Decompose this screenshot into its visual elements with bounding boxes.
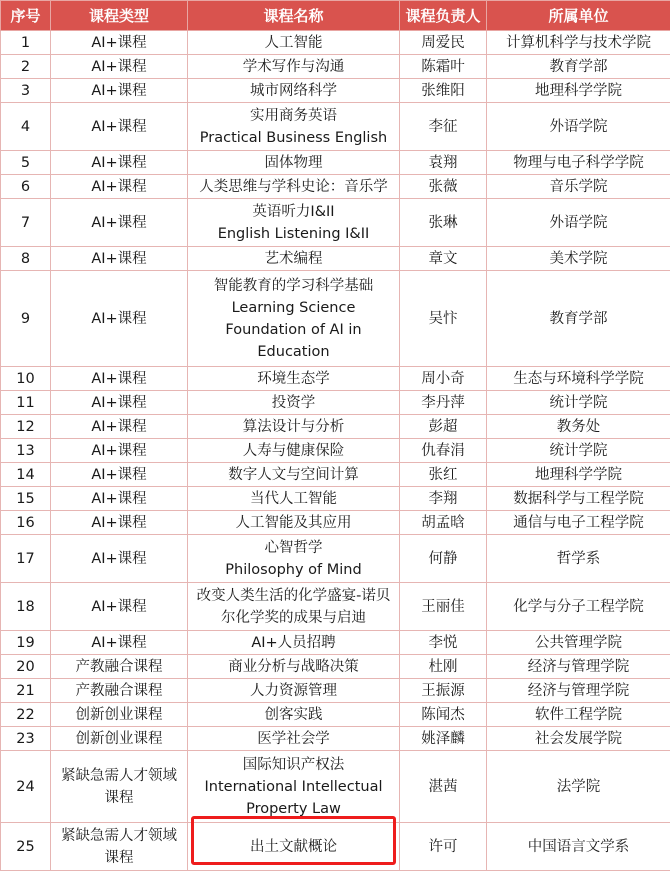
cell-name	[188, 79, 400, 103]
cell-type-line: AI+课程	[53, 308, 185, 330]
cell-name-line: 医学社会学	[190, 728, 397, 750]
cell-name	[188, 823, 400, 871]
cell-type	[51, 535, 188, 583]
cell-name	[188, 175, 400, 199]
cell-type	[51, 55, 188, 79]
table-row	[1, 463, 670, 487]
table-row	[1, 55, 670, 79]
cell-unit: 外语学院	[487, 103, 670, 151]
cell-type-line: AI+课程	[53, 56, 185, 78]
cell-name-line: 国际知识产权法	[190, 754, 397, 776]
cell-name	[188, 151, 400, 175]
table-row	[1, 175, 670, 199]
cell-unit: 外语学院	[487, 199, 670, 247]
cell-type-line: AI+课程	[53, 464, 185, 486]
cell-lead: 李征	[400, 103, 487, 151]
cell-type-line: AI+课程	[53, 80, 185, 102]
cell-name	[188, 727, 400, 751]
table-row	[1, 79, 670, 103]
cell-no: 10	[1, 367, 51, 391]
cell-unit: 经济与管理学院	[487, 679, 670, 703]
cell-type	[51, 703, 188, 727]
cell-type	[51, 31, 188, 55]
cell-lead: 王丽佳	[400, 583, 487, 631]
cell-name-line: 环境生态学	[190, 368, 397, 390]
table-row	[1, 247, 670, 271]
cell-no: 22	[1, 703, 51, 727]
cell-type-line: AI+课程	[53, 32, 185, 54]
cell-name-line: 算法设计与分析	[190, 416, 397, 438]
cell-no: 8	[1, 247, 51, 271]
cell-lead: 周爱民	[400, 31, 487, 55]
cell-type-line: AI+课程	[53, 440, 185, 462]
header-no: 序号	[1, 1, 51, 31]
cell-name	[188, 55, 400, 79]
cell-name-line: 心智哲学	[190, 537, 397, 559]
cell-name-line: Learning Science	[190, 297, 397, 319]
cell-name-line: Education	[190, 341, 397, 363]
cell-unit: 教务处	[487, 415, 670, 439]
cell-type-line: AI+课程	[53, 392, 185, 414]
cell-no: 2	[1, 55, 51, 79]
table-row	[1, 31, 670, 55]
cell-type-line: AI+课程	[53, 416, 185, 438]
cell-name-line: 实用商务英语	[190, 105, 397, 127]
cell-type-line: AI+课程	[53, 152, 185, 174]
cell-type-line: AI+课程	[53, 512, 185, 534]
cell-type-line: AI+课程	[53, 488, 185, 510]
table-body	[1, 31, 670, 871]
cell-no: 7	[1, 199, 51, 247]
cell-type	[51, 487, 188, 511]
cell-name-line: AI+人员招聘	[190, 632, 397, 654]
cell-unit: 音乐学院	[487, 175, 670, 199]
cell-name-line: 人工智能及其应用	[190, 512, 397, 534]
cell-no: 15	[1, 487, 51, 511]
table-row	[1, 583, 670, 631]
cell-lead: 张维阳	[400, 79, 487, 103]
cell-lead: 何静	[400, 535, 487, 583]
cell-name-line: 艺术编程	[190, 248, 397, 270]
table-row	[1, 727, 670, 751]
table-row	[1, 415, 670, 439]
cell-unit: 物理与电子科学学院	[487, 151, 670, 175]
cell-lead: 陈闻杰	[400, 703, 487, 727]
cell-lead: 陈霜叶	[400, 55, 487, 79]
cell-lead: 周小奇	[400, 367, 487, 391]
cell-name	[188, 655, 400, 679]
cell-name-line: 出土文献概论	[190, 836, 397, 858]
cell-name	[188, 367, 400, 391]
cell-name-line: 城市网络科学	[190, 80, 397, 102]
cell-name-line: 当代人工智能	[190, 488, 397, 510]
header-lead: 课程负责人	[400, 1, 487, 31]
cell-lead: 许可	[400, 823, 487, 871]
table-row	[1, 487, 670, 511]
cell-lead: 袁翔	[400, 151, 487, 175]
cell-type	[51, 415, 188, 439]
cell-unit: 通信与电子工程学院	[487, 511, 670, 535]
cell-unit: 生态与环境科学学院	[487, 367, 670, 391]
cell-no: 14	[1, 463, 51, 487]
cell-type	[51, 655, 188, 679]
cell-name	[188, 103, 400, 151]
cell-unit: 社会发展学院	[487, 727, 670, 751]
cell-lead: 仇春涓	[400, 439, 487, 463]
cell-unit: 地理科学学院	[487, 79, 670, 103]
cell-name-line: 人类思维与学科史论：音乐学	[190, 176, 397, 198]
cell-unit: 公共管理学院	[487, 631, 670, 655]
cell-name-line: 固体物理	[190, 152, 397, 174]
cell-unit: 美术学院	[487, 247, 670, 271]
cell-type	[51, 823, 188, 871]
cell-lead: 张红	[400, 463, 487, 487]
cell-name-line: 尔化学奖的成果与启迪	[190, 607, 397, 629]
cell-name-line: Property Law	[190, 798, 397, 820]
cell-unit: 经济与管理学院	[487, 655, 670, 679]
cell-type-line: 创新创业课程	[53, 728, 185, 750]
cell-type	[51, 463, 188, 487]
cell-name-line: 人寿与健康保险	[190, 440, 397, 462]
cell-type	[51, 103, 188, 151]
cell-name	[188, 271, 400, 367]
cell-unit: 计算机科学与技术学院	[487, 31, 670, 55]
cell-lead: 杜刚	[400, 655, 487, 679]
cell-type	[51, 151, 188, 175]
cell-name-line: 人力资源管理	[190, 680, 397, 702]
cell-lead: 吴忭	[400, 271, 487, 367]
header-type: 课程类型	[51, 1, 188, 31]
cell-name-line: 商业分析与战略决策	[190, 656, 397, 678]
cell-type	[51, 679, 188, 703]
cell-type	[51, 727, 188, 751]
cell-lead: 彭超	[400, 415, 487, 439]
cell-name-line: 智能教育的学习科学基础	[190, 275, 397, 297]
cell-name-line: Philosophy of Mind	[190, 559, 397, 581]
cell-name-line: 人工智能	[190, 32, 397, 54]
cell-no: 6	[1, 175, 51, 199]
cell-no: 17	[1, 535, 51, 583]
cell-type-line: AI+课程	[53, 176, 185, 198]
cell-type	[51, 751, 188, 823]
table-row	[1, 823, 670, 871]
cell-type-line: 课程	[53, 787, 185, 809]
cell-lead: 姚泽麟	[400, 727, 487, 751]
cell-type	[51, 175, 188, 199]
cell-type-line: AI+课程	[53, 368, 185, 390]
header-name: 课程名称	[188, 1, 400, 31]
cell-no: 20	[1, 655, 51, 679]
cell-name	[188, 511, 400, 535]
cell-unit: 数据科学与工程学院	[487, 487, 670, 511]
cell-name-line: 英语听力I&II	[190, 201, 397, 223]
cell-name	[188, 247, 400, 271]
cell-no: 1	[1, 31, 51, 55]
cell-unit: 哲学系	[487, 535, 670, 583]
cell-unit: 教育学部	[487, 55, 670, 79]
cell-name	[188, 439, 400, 463]
cell-type-line: 产教融合课程	[53, 680, 185, 702]
cell-name	[188, 535, 400, 583]
table-row	[1, 103, 670, 151]
cell-unit: 教育学部	[487, 271, 670, 367]
cell-type-line: 创新创业课程	[53, 704, 185, 726]
cell-type	[51, 631, 188, 655]
cell-name	[188, 391, 400, 415]
cell-no: 21	[1, 679, 51, 703]
table-row	[1, 271, 670, 367]
cell-unit: 中国语言文学系	[487, 823, 670, 871]
table-row	[1, 679, 670, 703]
cell-no: 23	[1, 727, 51, 751]
cell-type-line: 紧缺急需人才领域	[53, 765, 185, 787]
table-row	[1, 199, 670, 247]
cell-name	[188, 31, 400, 55]
cell-no: 11	[1, 391, 51, 415]
cell-unit: 软件工程学院	[487, 703, 670, 727]
cell-name	[188, 751, 400, 823]
table-row	[1, 631, 670, 655]
cell-no: 16	[1, 511, 51, 535]
cell-name	[188, 463, 400, 487]
cell-name-line: 数字人文与空间计算	[190, 464, 397, 486]
cell-name	[188, 415, 400, 439]
cell-type	[51, 583, 188, 631]
cell-lead: 胡孟晗	[400, 511, 487, 535]
cell-no: 25	[1, 823, 51, 871]
cell-unit: 化学与分子工程学院	[487, 583, 670, 631]
table-row	[1, 535, 670, 583]
cell-unit: 法学院	[487, 751, 670, 823]
cell-name-line: English Listening I&II	[190, 223, 397, 245]
table-row	[1, 751, 670, 823]
cell-unit: 统计学院	[487, 439, 670, 463]
table-row	[1, 511, 670, 535]
cell-no: 24	[1, 751, 51, 823]
cell-no: 12	[1, 415, 51, 439]
cell-name	[188, 631, 400, 655]
cell-lead: 李翔	[400, 487, 487, 511]
cell-unit: 统计学院	[487, 391, 670, 415]
table-row	[1, 151, 670, 175]
cell-lead: 张薇	[400, 175, 487, 199]
cell-name	[188, 199, 400, 247]
header-row	[1, 1, 670, 31]
cell-type-line: AI+课程	[53, 548, 185, 570]
cell-type-line: 课程	[53, 847, 185, 869]
cell-type-line: AI+课程	[53, 596, 185, 618]
cell-name	[188, 703, 400, 727]
cell-no: 5	[1, 151, 51, 175]
cell-lead: 王振源	[400, 679, 487, 703]
cell-type-line: AI+课程	[53, 212, 185, 234]
cell-lead: 李悦	[400, 631, 487, 655]
cell-name-line: 学术写作与沟通	[190, 56, 397, 78]
table-row	[1, 391, 670, 415]
cell-type-line: AI+课程	[53, 248, 185, 270]
table-row	[1, 439, 670, 463]
cell-type-line: 紧缺急需人才领域	[53, 825, 185, 847]
cell-name	[188, 679, 400, 703]
cell-name-line: Practical Business English	[190, 127, 397, 149]
cell-no: 18	[1, 583, 51, 631]
cell-no: 4	[1, 103, 51, 151]
cell-type	[51, 391, 188, 415]
cell-type-line: AI+课程	[53, 116, 185, 138]
cell-name-line: 创客实践	[190, 704, 397, 726]
cell-type	[51, 271, 188, 367]
cell-type	[51, 367, 188, 391]
cell-type	[51, 247, 188, 271]
header-unit: 所属单位	[487, 1, 670, 31]
cell-lead: 张琳	[400, 199, 487, 247]
cell-type	[51, 439, 188, 463]
cell-type-line: AI+课程	[53, 632, 185, 654]
cell-no: 3	[1, 79, 51, 103]
cell-name-line: International Intellectual	[190, 776, 397, 798]
cell-name-line: Foundation of AI in	[190, 319, 397, 341]
cell-unit: 地理科学学院	[487, 463, 670, 487]
table-row	[1, 367, 670, 391]
cell-name	[188, 487, 400, 511]
cell-name-line: 投资学	[190, 392, 397, 414]
cell-no: 13	[1, 439, 51, 463]
cell-type	[51, 79, 188, 103]
cell-lead: 李丹萍	[400, 391, 487, 415]
cell-name-line: 改变人类生活的化学盛宴-诺贝	[190, 585, 397, 607]
cell-type-line: 产教融合课程	[53, 656, 185, 678]
cell-lead: 湛茜	[400, 751, 487, 823]
cell-lead: 章文	[400, 247, 487, 271]
cell-no: 19	[1, 631, 51, 655]
cell-name	[188, 583, 400, 631]
table-row	[1, 655, 670, 679]
table-row	[1, 703, 670, 727]
cell-type	[51, 511, 188, 535]
cell-type	[51, 199, 188, 247]
cell-no: 9	[1, 271, 51, 367]
